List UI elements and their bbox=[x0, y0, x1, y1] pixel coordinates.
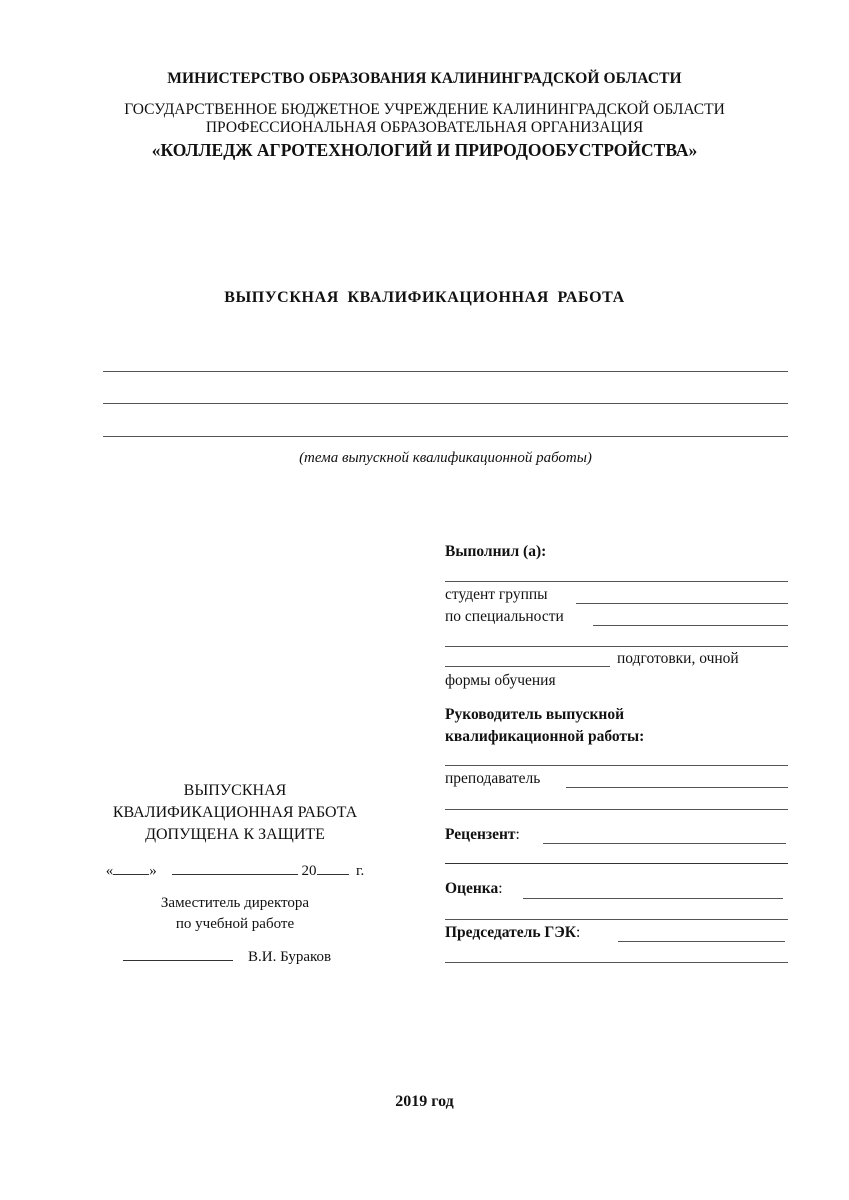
student-group-line bbox=[576, 603, 788, 604]
supervisor-label-2: квалификационной работы: bbox=[445, 728, 645, 745]
chairman-colon: : bbox=[576, 924, 581, 941]
reviewer-colon: : bbox=[515, 826, 520, 843]
chairman-row bbox=[445, 924, 580, 942]
supervisor-line-2 bbox=[445, 809, 788, 810]
supervisor-label-1: Руководитель выпускной bbox=[445, 706, 625, 723]
specialty-line bbox=[593, 625, 788, 626]
institution-line-1: ГОСУДАРСТВЕННОЕ БЮДЖЕТНОЕ УЧРЕЖДЕНИЕ КАЛИНИНГРАДСКОЙ ОБЛАСТИ bbox=[124, 101, 725, 118]
chairman-line-2 bbox=[445, 962, 788, 963]
supervisor-line-1 bbox=[445, 765, 788, 766]
training-type-line bbox=[445, 666, 610, 667]
ministry-heading: МИНИСТЕРСТВО ОБРАЗОВАНИЯ КАЛИНИНГРАДСКОЙ ОБЛАСТИ bbox=[167, 70, 682, 87]
student-group-label: студент группы bbox=[445, 586, 548, 603]
signature-blank bbox=[123, 946, 233, 961]
institution-line-2: ПРОФЕССИОНАЛЬНАЯ ОБРАЗОВАТЕЛЬНАЯ ОРГАНИЗАЦИЯ bbox=[205, 119, 644, 136]
year-suffix: г. bbox=[356, 863, 365, 879]
grade-line bbox=[523, 898, 783, 899]
admitted-line-1: ВЫПУСКНАЯ bbox=[183, 782, 287, 799]
reviewer-line-2 bbox=[445, 863, 788, 864]
performed-by-label: Выполнил (а): bbox=[445, 543, 547, 560]
day-blank bbox=[113, 860, 149, 875]
month-blank bbox=[172, 860, 298, 875]
topic-line-1 bbox=[103, 371, 788, 372]
student-name-line bbox=[445, 581, 788, 582]
deputy-signature-row bbox=[123, 946, 331, 966]
admitted-line-3: ДОПУЩЕНА К ЗАЩИТЕ bbox=[145, 826, 325, 843]
teacher-line bbox=[566, 787, 788, 788]
quote-close: » bbox=[149, 863, 157, 879]
grade-line-2 bbox=[445, 919, 788, 920]
year-blank bbox=[317, 860, 349, 875]
reviewer-line bbox=[543, 843, 786, 844]
deputy-title-2: по учебной работе bbox=[175, 916, 295, 932]
deputy-title-1: Заместитель директора bbox=[160, 895, 310, 911]
reviewer-label: Рецензент bbox=[445, 826, 516, 843]
admitted-line-2: КВАЛИФИКАЦИОННАЯ РАБОТА bbox=[112, 804, 358, 821]
training-label: подготовки, очной bbox=[617, 650, 739, 667]
quote-open: « bbox=[105, 863, 114, 879]
chairman-line bbox=[618, 941, 785, 942]
topic-caption: (тема выпускной квалификационной работы) bbox=[299, 450, 592, 466]
footer-year: 2019 год bbox=[395, 1093, 454, 1110]
specialty-label: по специальности bbox=[445, 608, 564, 625]
deputy-name: В.И. Бураков bbox=[248, 949, 332, 965]
teacher-label: преподаватель bbox=[445, 770, 541, 787]
admission-date-row bbox=[80, 860, 390, 880]
study-form-label: формы обучения bbox=[445, 672, 556, 689]
topic-line-3 bbox=[103, 436, 788, 437]
chairman-label: Председатель ГЭК bbox=[445, 924, 577, 941]
specialty-line-2 bbox=[445, 646, 788, 647]
grade-label: Оценка bbox=[445, 880, 499, 897]
reviewer-row bbox=[445, 826, 520, 844]
grade-row bbox=[445, 880, 503, 898]
topic-line-2 bbox=[103, 403, 788, 404]
year-prefix: 20 bbox=[301, 863, 317, 879]
document-title: ВЫПУСКНАЯ КВАЛИФИКАЦИОННАЯ РАБОТА bbox=[224, 289, 625, 306]
institution-name: «КОЛЛЕДЖ АГРОТЕХНОЛОГИЙ И ПРИРОДООБУСТРОЙСТВА» bbox=[151, 140, 698, 160]
grade-colon: : bbox=[498, 880, 503, 897]
